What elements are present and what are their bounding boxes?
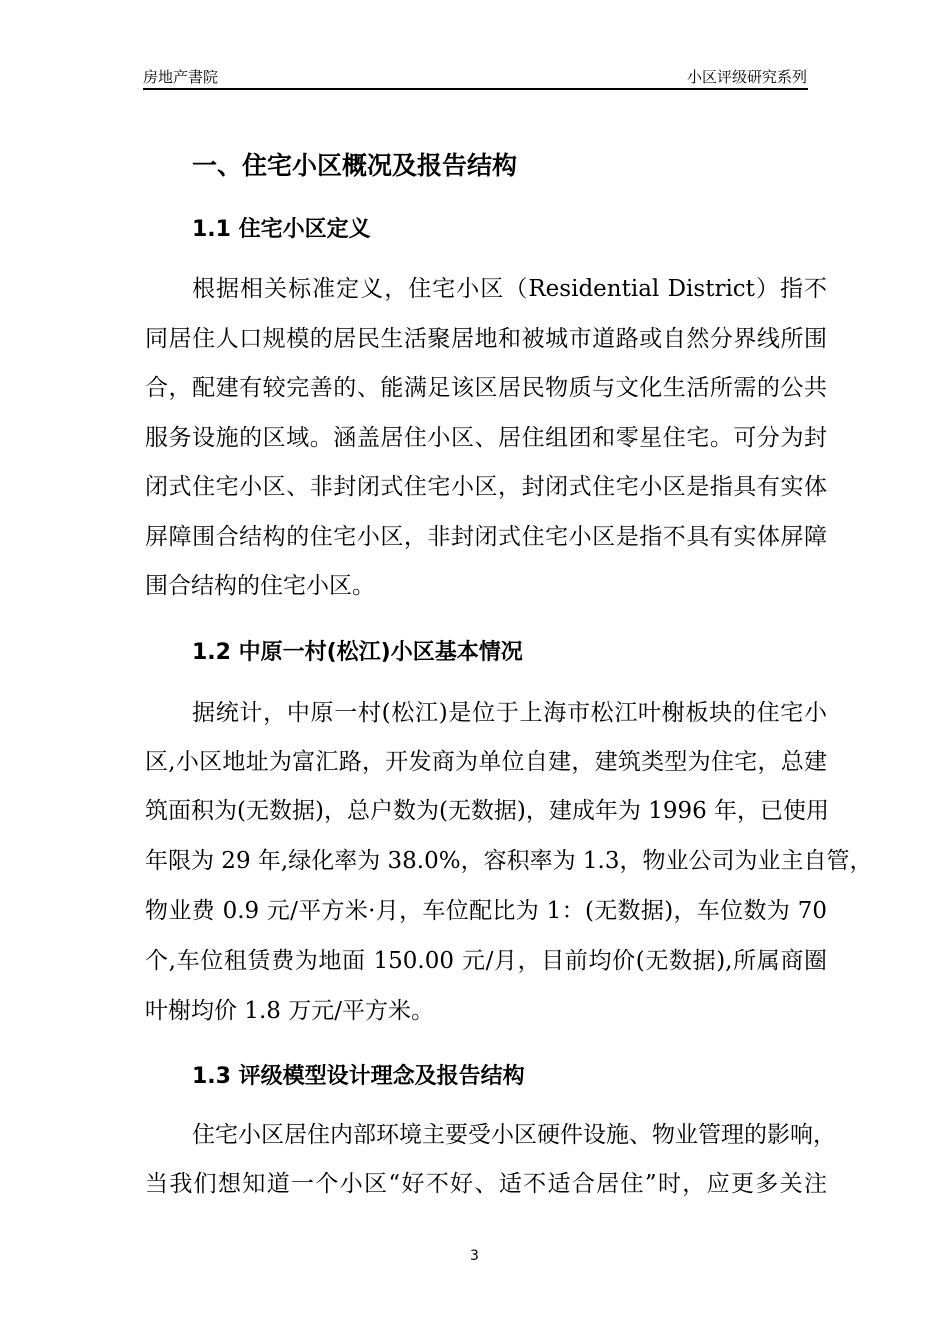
- paragraph-line: 根据相关标准定义，住宅小区（Residential District）指不: [192, 276, 827, 302]
- section-heading: 1.1 住宅小区定义: [192, 217, 371, 242]
- paragraph-line: 叶榭均价 1.8 万元/平方米。: [145, 998, 434, 1024]
- header-divider: [143, 88, 808, 90]
- paragraph-line: 同居住人口规模的居民生活聚居地和被城市道路或自然分界线所围: [145, 326, 827, 352]
- paragraph-line: 服务设施的区域。涵盖居住小区、居住组团和零星住宅。可分为封: [145, 425, 827, 451]
- paragraph-line: 屏障围合结构的住宅小区，非封闭式住宅小区是指不具有实体屏障: [145, 524, 827, 550]
- paragraph-line: 区,小区地址为富汇路，开发商为单位自建，建筑类型为住宅，总建: [145, 749, 827, 775]
- paragraph-line: 据统计，中原一村(松江)是位于上海市松江叶榭板块的住宅小: [192, 700, 827, 726]
- page-number: 3: [470, 1248, 479, 1264]
- header-right-title: 小区评级研究系列: [686, 68, 807, 86]
- section-heading: 1.3 评级模型设计理念及报告结构: [192, 1064, 525, 1089]
- paragraph-line: 物业费 0.9 元/平方米·月，车位配比为 1：(无数据)，车位数为 70: [145, 898, 827, 924]
- chapter-title: 一、住宅小区概况及报告结构: [192, 151, 518, 180]
- header-left-title: 房地产書院: [143, 68, 219, 86]
- paragraph-line: 围合结构的住宅小区。: [145, 573, 375, 599]
- paragraph-line: 当我们想知道一个小区“好不好、适不适合居住”时，应更多关注: [145, 1171, 827, 1197]
- paragraph-line: 合，配建有较完善的、能满足该区居民物质与文化生活所需的公共: [145, 375, 827, 401]
- paragraph-line: 筑面积为(无数据)，总户数为(无数据)，建成年为 1996 年，已使用: [145, 798, 830, 824]
- paragraph-line: 年限为 29 年,绿化率为 38.0%，容积率为 1.3，物业公司为业主自管，: [145, 848, 873, 874]
- paragraph-line: 闭式住宅小区、非封闭式住宅小区，封闭式住宅小区是指具有实体: [145, 474, 827, 500]
- paragraph-line: 住宅小区居住内部环境主要受小区硬件设施、物业管理的影响，: [192, 1122, 836, 1148]
- section-heading: 1.2 中原一村(松江)小区基本情况: [192, 640, 523, 665]
- paragraph-line: 个,车位租赁费为地面 150.00 元/月，目前均价(无数据),所属商圈: [145, 948, 827, 974]
